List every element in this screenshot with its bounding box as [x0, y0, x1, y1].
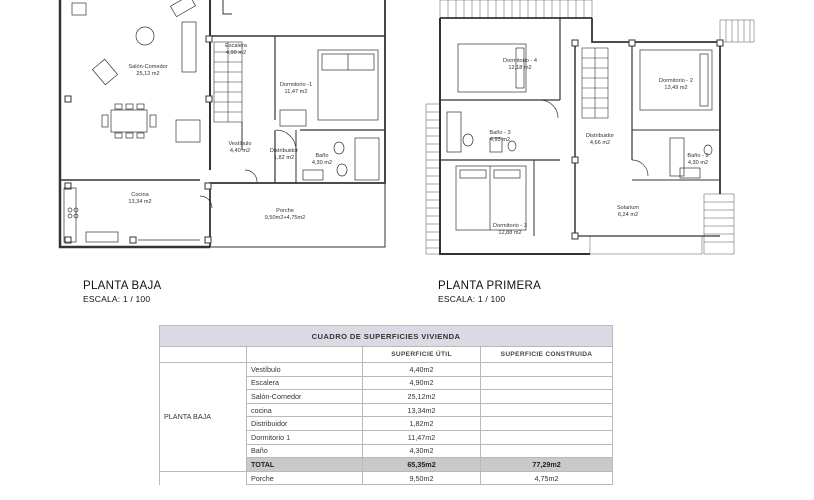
room-name-pp-0: Dormitorio - 4	[503, 58, 537, 64]
room-area-pb-4: 1,82 m2	[273, 155, 295, 161]
planta-primera-plan	[426, 0, 754, 254]
row-construida	[481, 390, 613, 404]
room-name-pp-5: Solarium	[616, 205, 640, 211]
plan-scale-planta-baja: ESCALA: 1 / 100	[83, 294, 151, 304]
room-area-pp-1: 13,49 m2	[664, 85, 688, 91]
room-name-pb-7: Porche	[276, 208, 294, 214]
total-construida: 77,29m2	[481, 458, 613, 472]
row-name: cocina	[247, 403, 363, 417]
row-name: Distribuidor	[247, 417, 363, 431]
row-name: Baño	[247, 444, 363, 458]
row-construida	[481, 363, 613, 377]
room-area-pb-3: 4,40 m2	[229, 148, 251, 154]
room-name-pp-4: Baño - 2	[687, 153, 709, 159]
table-row	[160, 363, 613, 377]
surface-table	[159, 325, 613, 485]
row-util: 4,90m2	[363, 376, 481, 390]
row-construida	[481, 417, 613, 431]
row-util: 11,47m2	[363, 430, 481, 444]
room-name-pb-3: Vestíbulo	[228, 141, 252, 147]
row-util: 13,34m2	[363, 403, 481, 417]
room-area-pb-0: 25,12 m2	[136, 71, 160, 77]
room-name-pb-0: Salón-Comedor	[128, 64, 168, 70]
room-name-pp-6: Dormitorio - 3	[493, 223, 527, 229]
row-util: 4,40m2	[363, 363, 481, 377]
room-area-pb-6: 13,34 m2	[128, 199, 152, 205]
group-label: PLANTA BAJA	[160, 363, 247, 472]
plan-title-planta-primera: PLANTA PRIMERA	[438, 280, 542, 292]
plan-title-planta-baja: PLANTA BAJA	[83, 280, 162, 292]
porche-name: Porche	[247, 471, 363, 485]
room-area-pp-5: 6,24 m2	[617, 212, 639, 218]
room-area-pb-2: 11,47 m2	[284, 89, 308, 95]
plan-scale-planta-primera: ESCALA: 1 / 100	[438, 294, 506, 304]
row-util: 4,30m2	[363, 444, 481, 458]
row-name: Escalera	[247, 376, 363, 390]
row-name: Vestíbulo	[247, 363, 363, 377]
porche-util: 9,50m2	[363, 471, 481, 485]
row-construida	[481, 444, 613, 458]
room-name-pb-6: Cocina	[131, 192, 149, 198]
table-row	[160, 471, 613, 485]
room-area-pp-0: 12,18 m2	[508, 65, 532, 71]
table-caption: CUADRO DE SUPERFICIES VIVIENDA	[160, 326, 613, 347]
row-name: Salón-Comedor	[247, 390, 363, 404]
row-construida	[481, 430, 613, 444]
total-util: 65,35m2	[363, 458, 481, 472]
row-construida	[481, 376, 613, 390]
room-area-pp-4: 4,30 m2	[687, 160, 709, 166]
room-area-pb-1: 4,90 m2	[225, 50, 247, 56]
row-util: 1,82m2	[363, 417, 481, 431]
room-name-pp-2: Baño - 3	[489, 130, 511, 136]
column-header-construida: SUPERFICIE CONSTRUIDA	[481, 347, 613, 363]
room-name-pb-4: Distribuidor	[269, 148, 299, 154]
room-name-pp-1: Dormitorio - 2	[659, 78, 693, 84]
room-area-pb-7: 9,50m2+4,75m2	[264, 215, 306, 221]
row-util: 25,12m2	[363, 390, 481, 404]
room-area-pb-5: 4,30 m2	[311, 160, 333, 166]
room-name-pp-3: Distribuidor	[585, 133, 615, 139]
room-name-pb-1: Escalera	[225, 43, 247, 49]
row-name: Dormitorio 1	[247, 430, 363, 444]
room-area-pp-6: 12,88 m2	[498, 230, 522, 236]
row-construida	[481, 403, 613, 417]
column-header-util: SUPERFICIE ÚTIL	[363, 347, 481, 363]
total-label: TOTAL	[247, 458, 363, 472]
room-area-pp-3: 4,66 m2	[589, 140, 611, 146]
planta-baja-plan	[60, 0, 385, 247]
room-name-pb-2: Dormitorio -1	[279, 82, 313, 88]
room-name-pb-5: Baño	[315, 153, 329, 159]
porche-construida: 4,75m2	[481, 471, 613, 485]
room-area-pp-2: 4,93 m2	[489, 137, 511, 143]
